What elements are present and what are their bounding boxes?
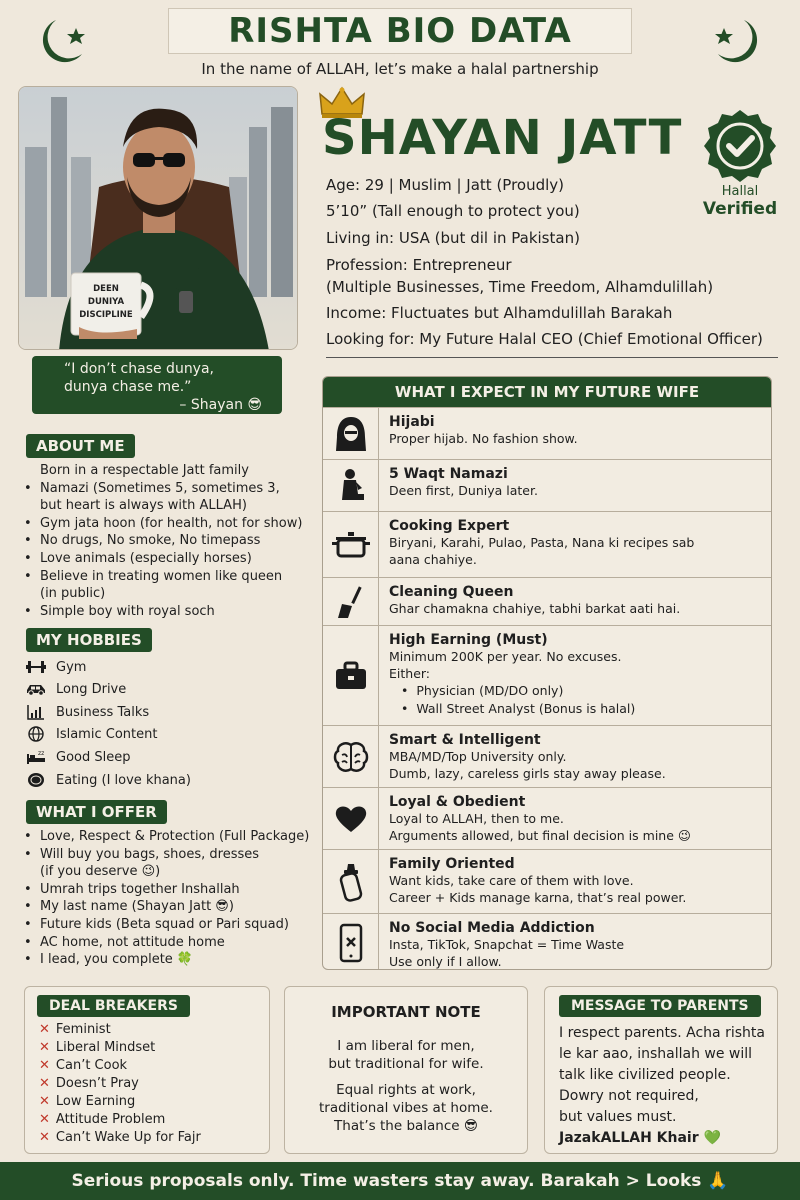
expectation-line: Deen first, Duniya later. [389,483,538,498]
expectation-item [323,459,772,511]
quote-author: – Shayan 😎 [179,397,262,413]
cross-icon: ✕ [39,1076,50,1091]
expectation-line: Loyal to ALLAH, then to me. [389,811,564,826]
about-item: • Love animals (especially horses) [24,550,304,568]
expectation-line: Dumb, lazy, careless girls stay away please. [389,766,666,781]
hobby-label: Islamic Content [56,726,158,742]
mug-text-line: DEEN [93,284,119,294]
expectation-title: Loyal & Obedient [389,794,526,810]
profile-detail: Age: 29 | Muslim | Jatt (Proudly) [326,176,565,194]
expectation-line: MBA/MD/Top University only. [389,749,567,764]
expectation-line: Biryani, Karahi, Pulao, Pasta, Nana ki recipes sab [389,535,695,550]
note-line: traditional vibes at home. [319,1100,493,1116]
hobby-label: Good Sleep [56,749,131,765]
expectation-bullet: • Wall Street Analyst (Bonus is halal) [401,701,636,716]
profile-detail: 5’10” (Tall enough to protect you) [326,202,580,220]
deal-breaker-item: ✕ Liberal Mindset [39,1040,156,1055]
plate-icon [27,772,45,788]
expectation-line: Minimum 200K per year. No excuses. [389,649,622,664]
expectation-line: Ghar chamakna chahiye, tabhi barkat aati hai. [389,601,681,616]
expectation-title: Smart & Intelligent [389,732,541,748]
badge-top-text: Hallal [721,184,759,199]
crescent-star-icon [30,14,94,68]
hobby-item [26,746,130,768]
expectation-title: Family Oriented [389,856,515,872]
offer-item: • Future kids (Beta squad or Pari squad) [24,916,314,934]
mug-text-line: DUNIYA [87,297,125,307]
expectation-line: Want kids, take care of them with love. [389,873,634,888]
offer-item: • My last name (Shayan Jatt 😎) [24,898,314,916]
expectation-item [323,787,772,849]
verified-badge-icon [702,108,778,184]
svg-text:zz: zz [38,750,45,757]
about-item: • Believe in treating women like queen [24,568,304,586]
note-line: I am liberal for men, [337,1038,475,1054]
mug-text-line: DISCIPLINE [79,310,133,320]
expectations-heading: WHAT I EXPECT IN MY FUTURE WIFE [323,377,771,407]
hobby-label: Gym [56,659,87,675]
offer-item: (if you deserve 😉) [40,864,161,880]
expectations-panel [322,376,772,970]
important-note-heading: IMPORTANT NOTE [331,1003,481,1021]
profile-photo-illustration [19,87,298,350]
message-line: talk like civilized people. [559,1067,731,1083]
deal-breaker-item: ✕ Doesn’t Pray [39,1076,139,1091]
bar-chart-icon [27,704,45,720]
message-line: but values must. [559,1109,677,1125]
message-line: le kar aao, inshallah we will [559,1046,753,1062]
crescent-star-icon [706,14,770,68]
message-parents-heading: MESSAGE TO PARENTS [559,995,761,1017]
no-phone-icon [339,923,363,963]
expectation-line: Either: [389,666,431,681]
profile-detail: Looking for: My Future Halal CEO (Chief Emotional Officer) [326,330,763,348]
offer-item: • AC home, not attitude home [24,934,314,952]
prayer-icon [336,468,366,504]
expectation-title: No Social Media Addiction [389,920,595,936]
profile-detail: Profession: Entrepreneur [326,256,512,274]
message-line: I respect parents. Acha rishta [559,1025,765,1041]
expectation-item [323,511,772,577]
expectation-line: Insta, TikTok, Snapchat = Time Waste [389,937,625,952]
offer-heading: WHAT I OFFER [26,800,167,824]
expectation-title: Cleaning Queen [389,584,514,600]
quote-line: “I don’t chase dunya, [64,361,215,377]
badge-bottom-text: Verified [702,199,778,219]
cross-icon: ✕ [39,1040,50,1055]
deal-breaker-item: ✕ Can’t Cook [39,1058,128,1073]
offer-item: • Love, Respect & Protection (Full Package) [24,828,314,846]
about-item: but heart is always with ALLAH) [40,498,247,514]
hobby-item [26,656,86,678]
expectation-item [323,849,772,913]
expectation-item [323,577,772,625]
hobby-item [26,701,149,723]
expectation-line: aana chahiye. [389,552,477,567]
offer-item: • Will buy you bags, shoes, dresses [24,846,314,864]
baby-bottle-icon [336,862,366,902]
deal-breaker-item: ✕ Can’t Wake Up for Fajr [39,1130,201,1145]
message-line: JazakALLAH Khair 💚 [559,1130,721,1146]
expectation-item [323,407,772,459]
hobby-item [26,723,157,745]
expectation-title: Cooking Expert [389,518,510,534]
title-banner [168,8,632,54]
cooking-pot-icon [332,530,370,560]
offer-item: • I lead, you complete 🍀 [24,951,314,969]
deal-breaker-item: ✕ Low Earning [39,1094,136,1109]
dumbbell-icon [26,660,46,674]
profile-detail: Living in: USA (but dil in Pakistan) [326,229,580,247]
about-item: (in public) [40,586,106,602]
deal-breakers-box [24,986,270,1154]
offer-list [24,828,314,969]
hijab-icon [334,415,368,453]
deal-breakers-heading: DEAL BREAKERS [37,995,190,1017]
cross-icon: ✕ [39,1130,50,1145]
deal-breaker-item: ✕ Feminist [39,1022,111,1037]
brain-icon [333,741,369,773]
quote-box [32,356,282,414]
about-list [24,462,304,620]
expectation-title: 5 Waqt Namazi [389,466,508,482]
about-item: Born in a respectable Jatt family [40,463,249,478]
note-line: Equal rights at work, [336,1082,476,1098]
profile-detail: Income: Fluctuates but Alhamdulillah Barakah [326,304,673,322]
expectation-bullet: • Physician (MD/DO only) [401,683,564,698]
profile-photo [18,86,298,350]
message-line: Dowry not required, [559,1088,699,1104]
important-note-box [284,986,528,1154]
hobby-label: Business Talks [56,704,150,720]
globe-icon [28,726,44,742]
heart-icon [334,804,368,834]
page-subtitle: In the name of ALLAH, let’s make a halal partnership [201,60,599,78]
hobby-label: Long Drive [56,681,127,697]
halal-verified-label [700,184,780,219]
about-item: • Gym jata hoon (for health, not for show) [24,515,304,533]
expectation-item [323,625,772,725]
hobby-label: Eating (I love khana) [56,772,191,788]
expectation-line: Proper hijab. No fashion show. [389,431,578,446]
expectation-line: Use only if I allow. [389,954,502,969]
expectation-title: High Earning (Must) [389,632,548,648]
expectation-line: Career + Kids manage karna, that’s real power. [389,890,687,905]
cross-icon: ✕ [39,1094,50,1109]
profile-name: SHAYAN JATT [322,110,683,166]
about-item: • Simple boy with royal soch [24,603,304,621]
offer-item: • Umrah trips together Inshallah [24,881,314,899]
divider [326,357,778,358]
note-line: but traditional for wife. [328,1056,484,1072]
page-title: RISHTA BIO DATA [228,11,572,51]
quote-line: dunya chase me.” [64,379,192,395]
note-line: That’s the balance 😎 [334,1118,478,1134]
message-parents-box [544,986,778,1154]
expectation-line: Arguments allowed, but final decision is mine 😉 [389,828,691,843]
expectation-item [323,913,772,970]
hobbies-heading: MY HOBBIES [26,628,152,652]
briefcase-icon [334,661,368,691]
hobby-item [26,769,191,791]
profile-detail: (Multiple Businesses, Time Freedom, Alhamdulillah) [326,278,714,296]
about-heading: ABOUT ME [26,434,135,458]
about-item: • Namazi (Sometimes 5, sometimes 3, [24,480,304,498]
hobby-item [26,678,126,700]
car-icon [26,682,46,696]
about-item: • No drugs, No smoke, No timepass [24,532,304,550]
expectation-item [323,725,772,787]
footer-banner [0,1162,800,1200]
deal-breaker-item: ✕ Attitude Problem [39,1112,166,1127]
expectation-title: Hijabi [389,414,435,430]
footer-text: Serious proposals only. Time wasters stay away. Barakah > Looks 🙏 [71,1171,729,1191]
cross-icon: ✕ [39,1058,50,1073]
cross-icon: ✕ [39,1022,50,1037]
bed-icon [26,749,46,765]
cross-icon: ✕ [39,1112,50,1127]
broom-icon [336,584,366,620]
